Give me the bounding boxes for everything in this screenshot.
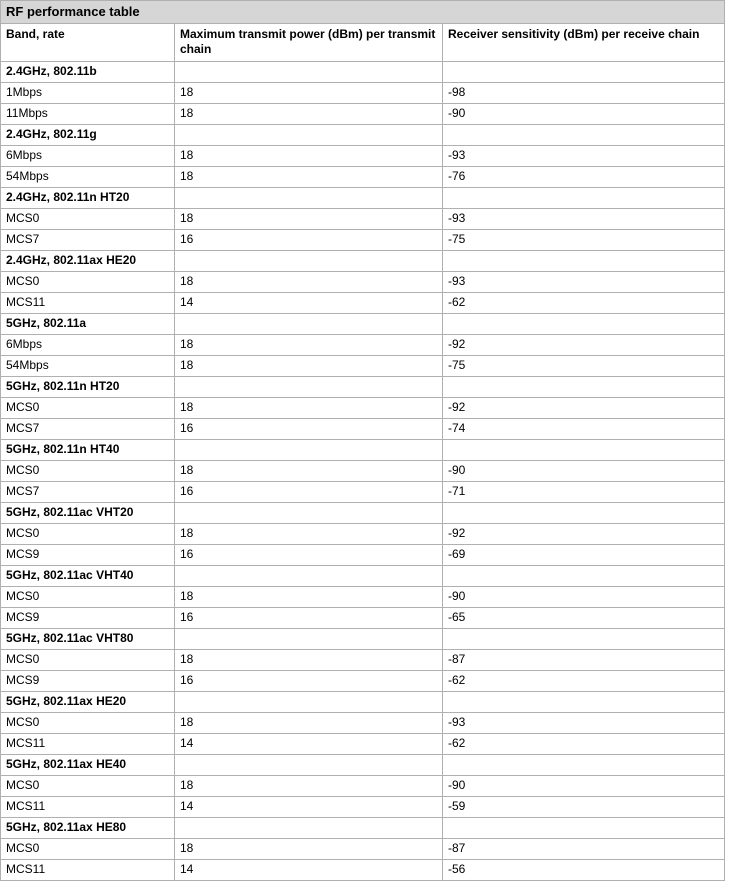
table-row [1,839,725,860]
rate-cell: 54Mbps [1,356,175,377]
receiver-sensitivity-cell [443,251,725,272]
table-row [1,83,725,104]
receiver-sensitivity-cell: -93 [443,272,725,293]
table-header-row [1,24,725,62]
rate-cell: MCS11 [1,293,175,314]
rate-cell: MCS0 [1,713,175,734]
group-label-cell: 2.4GHz, 802.11b [1,62,175,83]
table-row [1,650,725,671]
receiver-sensitivity-cell: -92 [443,524,725,545]
table-group-row [1,818,725,839]
transmit-power-cell [175,251,443,272]
transmit-power-cell: 18 [175,167,443,188]
transmit-power-cell: 18 [175,209,443,230]
transmit-power-cell: 14 [175,860,443,881]
rate-cell: MCS11 [1,860,175,881]
group-label-cell: 5GHz, 802.11n HT20 [1,377,175,398]
transmit-power-cell: 18 [175,104,443,125]
group-label-cell: 5GHz, 802.11ac VHT80 [1,629,175,650]
rate-cell: MCS9 [1,545,175,566]
transmit-power-cell: 18 [175,587,443,608]
receiver-sensitivity-cell: -90 [443,776,725,797]
transmit-power-cell: 16 [175,482,443,503]
group-label-cell: 5GHz, 802.11a [1,314,175,335]
group-label-cell: 2.4GHz, 802.11n HT20 [1,188,175,209]
table-row [1,146,725,167]
table-row [1,419,725,440]
transmit-power-cell: 18 [175,839,443,860]
group-label-cell: 5GHz, 802.11ac VHT20 [1,503,175,524]
transmit-power-cell [175,377,443,398]
table-group-row [1,377,725,398]
receiver-sensitivity-cell: -75 [443,356,725,377]
rate-cell: MCS0 [1,650,175,671]
transmit-power-cell: 18 [175,272,443,293]
table-row [1,776,725,797]
rate-cell: MCS0 [1,524,175,545]
rate-cell: 6Mbps [1,146,175,167]
table-row [1,461,725,482]
receiver-sensitivity-cell: -93 [443,146,725,167]
transmit-power-cell: 18 [175,776,443,797]
table-row [1,167,725,188]
group-label-cell: 5GHz, 802.11ax HE20 [1,692,175,713]
receiver-sensitivity-cell [443,755,725,776]
rate-cell: 1Mbps [1,83,175,104]
receiver-sensitivity-cell: -62 [443,734,725,755]
receiver-sensitivity-cell: -90 [443,104,725,125]
table-group-row [1,755,725,776]
table-row [1,209,725,230]
rate-cell: MCS7 [1,419,175,440]
rate-cell: MCS0 [1,272,175,293]
receiver-sensitivity-cell [443,440,725,461]
receiver-sensitivity-cell: -76 [443,167,725,188]
receiver-sensitivity-cell: -93 [443,713,725,734]
rate-cell: MCS7 [1,482,175,503]
receiver-sensitivity-cell [443,818,725,839]
table-group-row [1,125,725,146]
receiver-sensitivity-cell [443,629,725,650]
transmit-power-cell: 18 [175,146,443,167]
receiver-sensitivity-cell: -62 [443,671,725,692]
column-header-band-rate: Band, rate [1,24,175,62]
transmit-power-cell: 18 [175,398,443,419]
table-row [1,734,725,755]
transmit-power-cell [175,692,443,713]
table-group-row [1,440,725,461]
transmit-power-cell: 18 [175,461,443,482]
rate-cell: 11Mbps [1,104,175,125]
transmit-power-cell [175,62,443,83]
rate-cell: MCS11 [1,734,175,755]
table-row [1,545,725,566]
transmit-power-cell: 14 [175,734,443,755]
receiver-sensitivity-cell: -59 [443,797,725,818]
table-row [1,608,725,629]
receiver-sensitivity-cell: -92 [443,335,725,356]
table-group-row [1,251,725,272]
transmit-power-cell [175,566,443,587]
table-group-row [1,566,725,587]
rate-cell: MCS0 [1,776,175,797]
table-body [1,62,725,881]
group-label-cell: 2.4GHz, 802.11g [1,125,175,146]
transmit-power-cell: 14 [175,797,443,818]
table-group-row [1,629,725,650]
table-row [1,293,725,314]
rate-cell: MCS0 [1,839,175,860]
table-row [1,524,725,545]
transmit-power-cell [175,818,443,839]
receiver-sensitivity-cell [443,692,725,713]
receiver-sensitivity-cell [443,503,725,524]
table-row [1,797,725,818]
rate-cell: MCS9 [1,671,175,692]
table-row [1,272,725,293]
table-row [1,587,725,608]
receiver-sensitivity-cell: -65 [443,608,725,629]
receiver-sensitivity-cell [443,188,725,209]
transmit-power-cell [175,188,443,209]
receiver-sensitivity-cell: -90 [443,587,725,608]
column-header-receiver-sensitivity: Receiver sensitivity (dBm) per receive chain [443,24,725,62]
receiver-sensitivity-cell: -69 [443,545,725,566]
receiver-sensitivity-cell: -75 [443,230,725,251]
transmit-power-cell [175,755,443,776]
transmit-power-cell: 18 [175,356,443,377]
transmit-power-cell: 16 [175,419,443,440]
rate-cell: MCS0 [1,461,175,482]
receiver-sensitivity-cell [443,566,725,587]
rate-cell: MCS9 [1,608,175,629]
table-row [1,356,725,377]
group-label-cell: 5GHz, 802.11ax HE80 [1,818,175,839]
transmit-power-cell [175,503,443,524]
receiver-sensitivity-cell [443,377,725,398]
table-row [1,671,725,692]
group-label-cell: 5GHz, 802.11ac VHT40 [1,566,175,587]
group-label-cell: 5GHz, 802.11ax HE40 [1,755,175,776]
rate-cell: MCS0 [1,209,175,230]
transmit-power-cell: 16 [175,671,443,692]
receiver-sensitivity-cell: -93 [443,209,725,230]
transmit-power-cell [175,629,443,650]
rate-cell: 54Mbps [1,167,175,188]
transmit-power-cell [175,440,443,461]
transmit-power-cell [175,314,443,335]
receiver-sensitivity-cell: -74 [443,419,725,440]
receiver-sensitivity-cell: -90 [443,461,725,482]
transmit-power-cell: 18 [175,524,443,545]
receiver-sensitivity-cell [443,314,725,335]
receiver-sensitivity-cell: -87 [443,839,725,860]
transmit-power-cell: 16 [175,230,443,251]
table-row [1,230,725,251]
table-row [1,335,725,356]
rate-cell: MCS7 [1,230,175,251]
table-group-row [1,62,725,83]
receiver-sensitivity-cell: -98 [443,83,725,104]
group-label-cell: 2.4GHz, 802.11ax HE20 [1,251,175,272]
table-group-row [1,314,725,335]
table-group-row [1,503,725,524]
column-header-max-transmit-power: Maximum transmit power (dBm) per transmit chain [175,24,443,62]
transmit-power-cell: 18 [175,83,443,104]
transmit-power-cell: 16 [175,608,443,629]
table-group-row [1,692,725,713]
transmit-power-cell: 18 [175,650,443,671]
table-caption: RF performance table [0,0,725,23]
group-label-cell: 5GHz, 802.11n HT40 [1,440,175,461]
receiver-sensitivity-cell: -71 [443,482,725,503]
table-row [1,398,725,419]
receiver-sensitivity-cell [443,125,725,146]
receiver-sensitivity-cell: -62 [443,293,725,314]
receiver-sensitivity-cell: -87 [443,650,725,671]
table-group-row [1,188,725,209]
table-header [1,24,725,62]
rate-cell: MCS11 [1,797,175,818]
rate-cell: MCS0 [1,398,175,419]
transmit-power-cell [175,125,443,146]
transmit-power-cell: 16 [175,545,443,566]
transmit-power-cell: 18 [175,335,443,356]
table-row [1,713,725,734]
transmit-power-cell: 14 [175,293,443,314]
transmit-power-cell: 18 [175,713,443,734]
receiver-sensitivity-cell: -56 [443,860,725,881]
table-row [1,104,725,125]
rate-cell: MCS0 [1,587,175,608]
table-row [1,482,725,503]
receiver-sensitivity-cell: -92 [443,398,725,419]
table-row [1,860,725,881]
receiver-sensitivity-cell [443,62,725,83]
rate-cell: 6Mbps [1,335,175,356]
